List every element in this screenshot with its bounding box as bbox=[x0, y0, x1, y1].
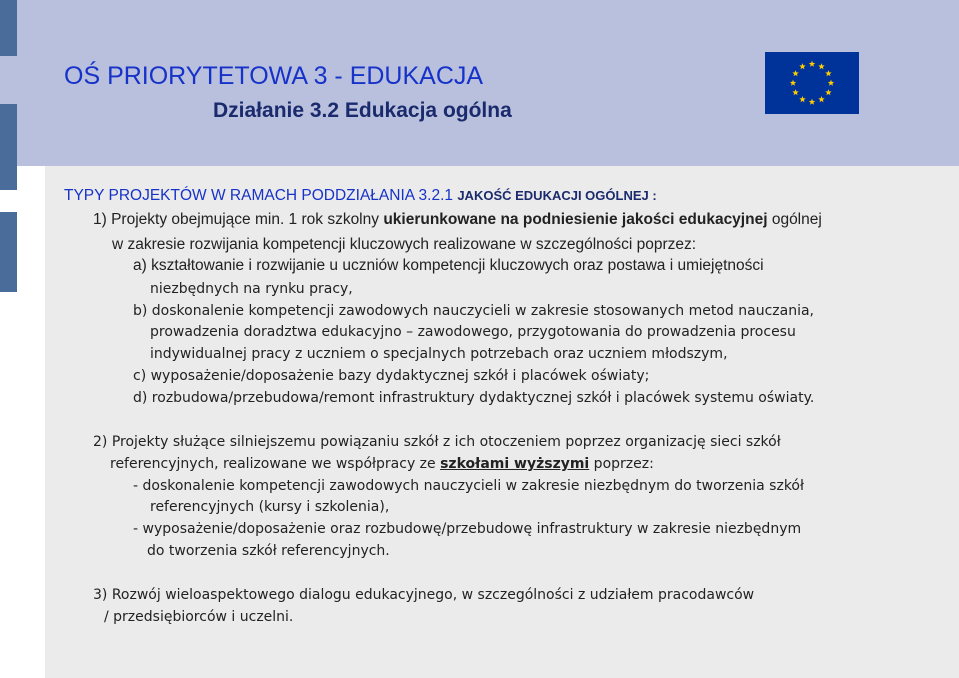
page-title: OŚ PRIORYTETOWA 3 - EDUKACJA bbox=[64, 62, 484, 90]
p2-line-2 bbox=[110, 454, 654, 474]
p1-line-7: indywidualnej pracy z uczniem o specjalnych potrzebach oraz uczniem młodszym, bbox=[150, 346, 728, 362]
p1-line-2: w zakresie rozwijania kompetencji kluczowych realizowane w szczególności poprzez: bbox=[112, 236, 697, 253]
p1-line-5: b) doskonalenie kompetencji zawodowych nauczycieli w zakresie stosowanych metod nauczania, bbox=[133, 303, 814, 319]
p1-line-4: niezbędnych na rynku pracy, bbox=[150, 281, 353, 297]
p2-line-2c: poprzez: bbox=[589, 456, 654, 472]
p2-line-6: do tworzenia szkół referencyjnych. bbox=[147, 543, 390, 559]
section-heading-suffix: JAKOŚĆ EDUKACJI OGÓLNEJ : bbox=[457, 188, 657, 203]
section-heading bbox=[64, 186, 657, 206]
p1-line-1a: 1) Projekty obejmujące min. 1 rok szkolny bbox=[93, 211, 384, 228]
p1-line-1c: ogólnej bbox=[767, 211, 822, 228]
p3-line-2: / przedsiębiorców i uczelni. bbox=[104, 609, 294, 625]
p2-line-2b: szkołami wyższymi bbox=[440, 456, 590, 472]
section-heading-prefix: TYPY PROJEKTÓW W RAMACH PODDZIAŁANIA 3.2.1 bbox=[64, 187, 454, 204]
eu-flag-icon bbox=[765, 52, 859, 114]
p1-line-8: c) wyposażenie/doposażenie bazy dydaktycznej szkół i placówek oświaty; bbox=[133, 368, 650, 384]
left-accent-bar bbox=[0, 0, 17, 56]
p2-line-1: 2) Projekty służące silniejszemu powiązaniu szkół z ich otoczeniem poprzez organizację sieci szkół bbox=[93, 434, 781, 450]
p2-line-5: - wyposażenie/doposażenie oraz rozbudowę/przebudowę infrastruktury w zakresie niezbędnym bbox=[133, 521, 802, 537]
page-subtitle: Działanie 3.2 Edukacja ogólna bbox=[213, 99, 512, 122]
left-accent-bar bbox=[0, 104, 17, 190]
p1-line-9: d) rozbudowa/przebudowa/remont infrastruktury dydaktycznej szkół i placówek systemu oświaty. bbox=[133, 390, 815, 406]
p2-line-3: - doskonalenie kompetencji zawodowych nauczycieli w zakresie niezbędnym do tworzenia szkół bbox=[133, 478, 804, 494]
p1-line-1b: ukierunkowane na podniesienie jakości edukacyjnej bbox=[383, 211, 768, 228]
p1-line-3: a) kształtowanie i rozwijanie u uczniów kompetencji kluczowych oraz postawa i umiejętności bbox=[133, 257, 764, 274]
left-accent-bar bbox=[0, 212, 17, 292]
p1-line-6: prowadzenia doradztwa edukacyjno – zawodowego, przygotowania do prowadzenia procesu bbox=[150, 324, 796, 340]
p2-line-4: referencyjnych (kursy i szkolenia), bbox=[150, 499, 390, 515]
p1-line-1 bbox=[93, 210, 822, 230]
p2-line-2a: referencyjnych, realizowane we współpracy ze bbox=[110, 456, 441, 472]
p3-line-1: 3) Rozwój wieloaspektowego dialogu edukacyjnego, w szczególności z udziałem pracodawców bbox=[93, 587, 755, 603]
